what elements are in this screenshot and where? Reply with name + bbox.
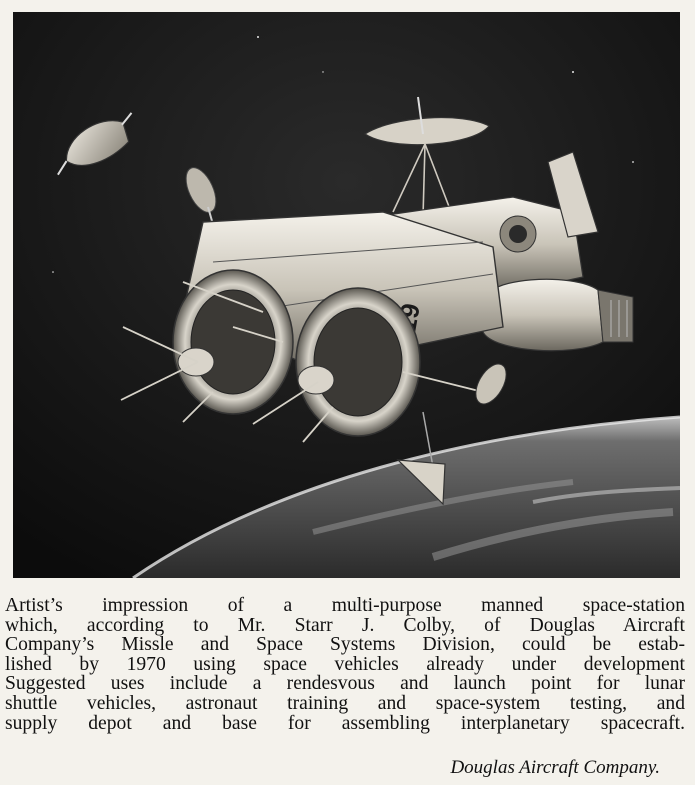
space-station-illustration — [13, 12, 680, 578]
caption-line: shuttle vehicles, astronaut training and space-system testing, and — [5, 692, 685, 714]
photo-credit: Douglas Aircraft Company. — [450, 757, 660, 778]
space-station-artwork — [13, 12, 680, 578]
caption-line: Company’s Missle and Space Systems Division, could be estab- — [5, 634, 685, 656]
right-docking-ring — [296, 288, 420, 436]
caption-line: Artist’s impression of a multi-purpose manned space-station — [5, 595, 685, 616]
caption-line: Suggested uses include a rendesvous and launch point for lunar — [5, 673, 685, 695]
caption-line: supply depot and base for assembling interplanetary spacecraft. — [5, 712, 685, 734]
caption-line: lished by 1970 using space vehicles already under development — [5, 653, 685, 675]
left-docking-ring — [173, 270, 293, 414]
caption-line: which, according to Mr. Starr J. Colby, of Douglas Aircraft — [5, 614, 685, 636]
photo-caption — [5, 596, 685, 733]
